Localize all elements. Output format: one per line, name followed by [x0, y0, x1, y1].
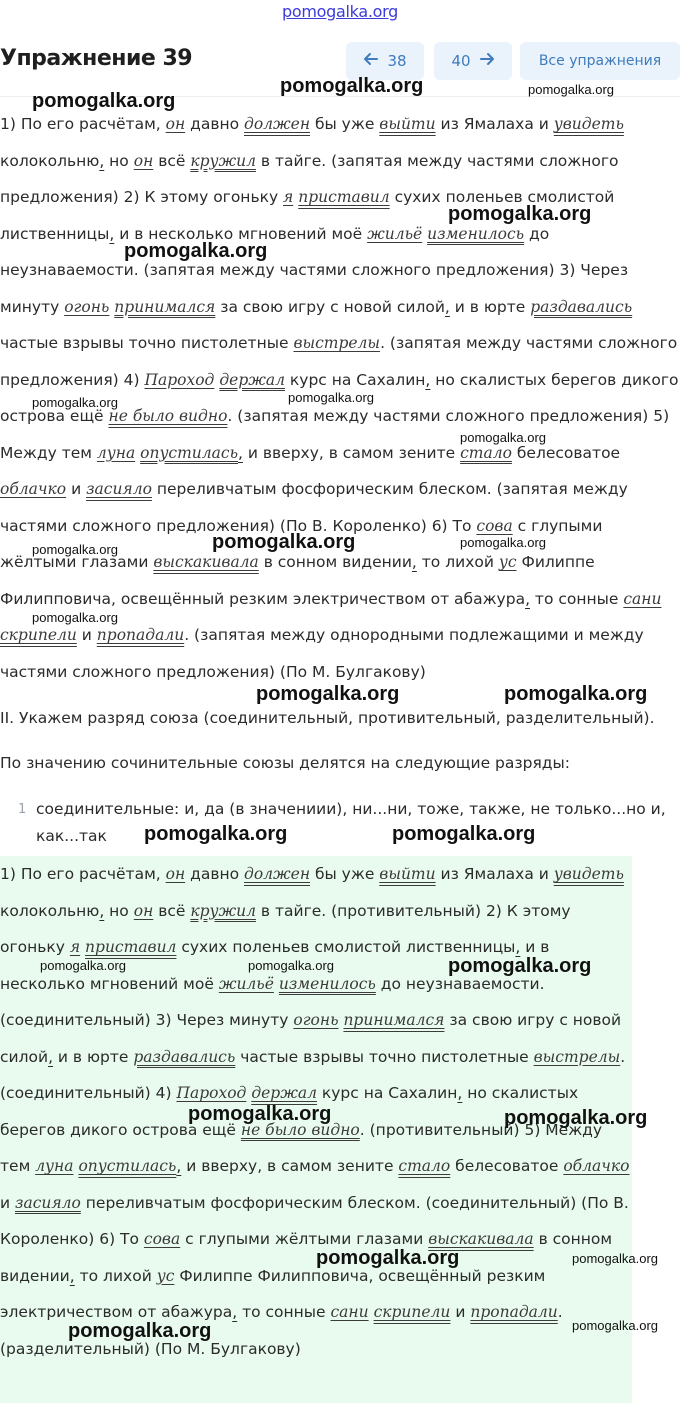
- text-segment: и вверху, в самом зените: [242, 443, 461, 462]
- comma-mark: ,: [99, 151, 105, 170]
- text-segment: белесоватое: [450, 1157, 564, 1175]
- text-segment: с глупыми жёлтыми глазами: [0, 516, 603, 571]
- comma-mark: ,: [238, 443, 243, 462]
- text-segment: давно: [185, 865, 244, 883]
- watermark: pomogalka.org: [392, 823, 536, 845]
- watermark: pomogalka.org: [40, 958, 126, 973]
- text-segment: курс на Сахалин: [284, 370, 426, 389]
- subject-word: выстрелы: [533, 1047, 621, 1066]
- text-segment: и вверху, в самом зените: [181, 1157, 399, 1175]
- predicate-word: не было видно: [240, 1120, 360, 1139]
- predicate-word: пропадали: [470, 1303, 558, 1321]
- list-item: [0, 796, 680, 850]
- predicate-word: выскакивала: [428, 1230, 534, 1248]
- subject-word: Пароход: [144, 370, 215, 389]
- text-segment: сухих поленьев смолистой лиственницы: [176, 938, 516, 956]
- text-segment: из Ямалаха и: [435, 865, 554, 883]
- watermark: pomogalka.org: [248, 958, 334, 973]
- predicate-word: принимался: [114, 297, 216, 316]
- predicate-word: выскакивала: [153, 553, 259, 571]
- text-segment: до неузнаваемости. (соединительный) 3) Через минуту: [0, 974, 545, 1029]
- all-exercises-button[interactable]: Все упражнения: [520, 42, 680, 80]
- watermark: pomogalka.org: [280, 75, 424, 97]
- text-segment: 1) По его расчётам,: [0, 115, 166, 133]
- predicate-word: держал: [251, 1084, 317, 1102]
- watermark: pomogalka.org: [256, 683, 400, 705]
- text-segment: Филиппе Филипповича, освещённый резким электричеством от абажура: [0, 553, 595, 608]
- arrow-right-icon: [479, 51, 495, 71]
- comma-mark: ,: [69, 1266, 75, 1285]
- subject-word: облачко: [563, 1157, 630, 1175]
- text-segment: всё: [153, 151, 191, 170]
- text-segment: частые взрывы точно пистолетные: [0, 334, 294, 352]
- text-segment: то лихой: [416, 553, 499, 571]
- subject-word: сани: [623, 589, 662, 608]
- union-types-list: [0, 796, 680, 856]
- text-segment: и: [450, 1303, 471, 1321]
- subject-word: я: [283, 188, 294, 206]
- next-exercise-label: 40: [451, 52, 471, 70]
- watermark: pomogalka.org: [448, 203, 592, 225]
- comma-mark: ,: [525, 589, 530, 608]
- text-segment: 1) По его расчётам,: [0, 865, 166, 883]
- page-title: Упражнение 39: [0, 46, 193, 71]
- text-segment: в тайге. (запятая между частями сложного предложения) 2) К этому огоньку: [0, 151, 619, 206]
- watermark: pomogalka.org: [460, 535, 546, 550]
- next-exercise-button[interactable]: [434, 42, 512, 80]
- predicate-word: скрипели: [0, 626, 77, 644]
- text-segment: сухих поленьев смолистой лиственницы: [0, 188, 615, 243]
- comma-mark: ,: [444, 297, 450, 316]
- predicate-word: выйти: [379, 865, 436, 883]
- watermark: pomogalka.org: [572, 1251, 658, 1266]
- predicate-word: опустилась: [78, 1157, 177, 1175]
- text-segment: колокольню: [0, 151, 100, 170]
- subject-word: облачко: [0, 480, 67, 498]
- subject-word: луна: [35, 1157, 74, 1175]
- predicate-word: скрипели: [373, 1303, 451, 1321]
- predicate-word: кружил: [190, 151, 256, 170]
- text-segment: колокольню: [0, 901, 100, 920]
- comma-mark: ,: [425, 370, 431, 389]
- comma-mark: ,: [515, 938, 521, 956]
- text-segment: и: [76, 626, 97, 644]
- predicate-word: стало: [460, 443, 512, 462]
- text-segment: то лихой: [74, 1266, 157, 1285]
- watermark: pomogalka.org: [460, 430, 546, 445]
- text-segment: давно: [185, 115, 244, 133]
- text-segment: за свою игру с новой силой: [215, 297, 445, 316]
- predicate-word: засияло: [15, 1193, 81, 1212]
- subject-word: жильё: [367, 224, 423, 243]
- text-segment: и в юрте: [53, 1047, 134, 1066]
- list-item-number: 1: [18, 802, 27, 817]
- predicate-word: увидеть: [553, 115, 624, 133]
- watermark: pomogalka.org: [144, 823, 288, 845]
- text-segment: то сонные: [237, 1303, 331, 1321]
- predicate-word: должен: [244, 115, 311, 133]
- predicate-word: опустилась: [140, 443, 239, 462]
- predicate-word: выйти: [379, 115, 436, 133]
- watermark: pomogalka.org: [448, 955, 592, 977]
- text-segment: переливчатым фосфорическим блеском. (запятая между частями сложного предложения) (По В. Короленко) 6) То: [0, 480, 628, 535]
- text-segment: до неузнаваемости. (запятая между частями сложного предложения) 3) Через минуту: [0, 224, 629, 316]
- text-segment: курс на Сахалин: [316, 1084, 458, 1102]
- text-segment: и: [0, 1193, 16, 1212]
- text-segment: переливчатым фосфорическим блеском. (соединительный) (По В. Короленко) 6) То: [0, 1193, 629, 1248]
- subject-word: ус: [498, 553, 517, 571]
- watermark: pomogalka.org: [528, 82, 614, 97]
- predicate-word: раздавались: [530, 297, 633, 316]
- subject-word: он: [133, 901, 154, 920]
- arrow-left-icon: [363, 51, 379, 71]
- watermark: pomogalka.org: [32, 395, 118, 410]
- subject-word: жильё: [218, 974, 274, 993]
- predicate-word: увидеть: [553, 865, 624, 883]
- text-segment: но скалистых берегов дикого острова ещё: [0, 1084, 579, 1139]
- text-segment: белесоватое: [511, 443, 621, 462]
- predicate-word: изменилось: [278, 974, 376, 993]
- text-segment: и в несколько мгновений моё: [114, 224, 368, 243]
- text-segment: из Ямалаха и: [435, 115, 554, 133]
- watermark: pomogalka.org: [212, 531, 356, 553]
- watermark: pomogalka.org: [32, 610, 118, 625]
- predicate-word: изменилось: [427, 224, 525, 243]
- text-segment: . (запятая между частями сложного предложения) 5) Между тем: [0, 407, 670, 462]
- comma-mark: ,: [457, 1084, 463, 1102]
- subject-word: огонь: [293, 1011, 339, 1029]
- subject-word: ус: [156, 1266, 175, 1285]
- site-top-link[interactable]: pomogalka.org: [282, 2, 398, 21]
- watermark: pomogalka.org: [68, 1320, 212, 1342]
- predicate-word: приставил: [85, 938, 177, 956]
- text-segment: то сонные: [530, 589, 624, 608]
- subject-word: выстрелы: [293, 334, 381, 352]
- text-segment: и в юрте: [449, 297, 531, 316]
- predicate-word: должен: [244, 865, 311, 883]
- subject-word: огонь: [64, 297, 110, 316]
- subject-word: он: [165, 115, 186, 133]
- text-segment: в сонном видении: [0, 1230, 613, 1285]
- text-segment: . (разделительный) (По М. Булгакову): [0, 1303, 563, 1358]
- subject-word: сани: [330, 1303, 369, 1321]
- comma-mark: ,: [411, 553, 417, 571]
- text-segment: но: [104, 151, 134, 170]
- text-segment: и в несколько мгновений моё: [0, 938, 550, 993]
- comma-mark: ,: [232, 1303, 238, 1321]
- comma-mark: ,: [109, 224, 115, 243]
- predicate-word: засияло: [86, 480, 152, 498]
- watermark: pomogalka.org: [124, 240, 268, 262]
- subject-word: я: [69, 938, 81, 956]
- text-segment: . (запятая между однородными подлежащими и между частями сложного предложения) (По М. Булгакову): [0, 626, 644, 681]
- subject-word: луна: [96, 443, 136, 462]
- watermark: pomogalka.org: [504, 1107, 648, 1129]
- text-segment: частые взрывы точно пистолетные: [235, 1047, 534, 1066]
- text-segment: но скалистых берегов дикого острова ещё: [0, 370, 679, 425]
- watermark: pomogalka.org: [32, 542, 118, 557]
- subject-word: он: [133, 151, 154, 170]
- predicate-word: принимался: [343, 1011, 445, 1029]
- text-segment: Филиппе Филипповича, освещённый резким электричеством от абажура: [0, 1266, 546, 1321]
- text-segment: за свою игру с новой силой: [0, 1011, 622, 1066]
- text-segment: и: [66, 480, 87, 498]
- task-note: По значению сочинительные союзы делятся на следующие разряды:: [0, 754, 570, 772]
- predicate-word: раздавались: [133, 1047, 236, 1066]
- list-item-text: соединительные: и, да (в значениии), ни...ни, тоже, также, не только...но и, как...так: [36, 800, 666, 845]
- text-segment: в сонном видении: [258, 553, 412, 571]
- subject-word: сова: [143, 1230, 181, 1248]
- text-segment: всё: [153, 901, 191, 920]
- predicate-word: пропадали: [96, 626, 185, 644]
- comma-mark: ,: [176, 1157, 182, 1175]
- text-segment: в тайге. (противительный) 2) К этому огоньку: [0, 901, 571, 956]
- subject-word: сова: [476, 516, 513, 535]
- watermark: pomogalka.org: [316, 1247, 460, 1269]
- text-segment: но: [104, 901, 134, 920]
- predicate-word: стало: [398, 1157, 451, 1175]
- text-segment: с глупыми жёлтыми глазами: [180, 1230, 429, 1248]
- subject-word: Пароход: [176, 1084, 247, 1102]
- text-segment: . (противительный) 5) Между тем: [0, 1120, 603, 1175]
- text-segment: бы уже: [310, 865, 380, 883]
- prev-exercise-label: 38: [387, 52, 407, 70]
- text-segment: . (запятая между частями сложного предложения) 4): [0, 334, 678, 389]
- task-instruction: II. Укажем разряд союза (соединительный, противительный, разделительный).: [0, 709, 655, 727]
- comma-mark: ,: [48, 1047, 53, 1066]
- text-segment: бы уже: [310, 115, 380, 133]
- predicate-word: держал: [219, 370, 285, 389]
- text-segment: . (соединительный) 4): [0, 1047, 626, 1102]
- watermark: pomogalka.org: [288, 390, 374, 405]
- watermark: pomogalka.org: [188, 1103, 332, 1125]
- predicate-word: приставил: [298, 188, 390, 206]
- watermark: pomogalka.org: [32, 90, 176, 112]
- watermark: pomogalka.org: [572, 1318, 658, 1333]
- predicate-word: не было видно: [108, 407, 228, 425]
- watermark: pomogalka.org: [504, 683, 648, 705]
- predicate-word: кружил: [190, 901, 256, 920]
- subject-word: он: [165, 865, 186, 883]
- comma-mark: ,: [99, 901, 105, 920]
